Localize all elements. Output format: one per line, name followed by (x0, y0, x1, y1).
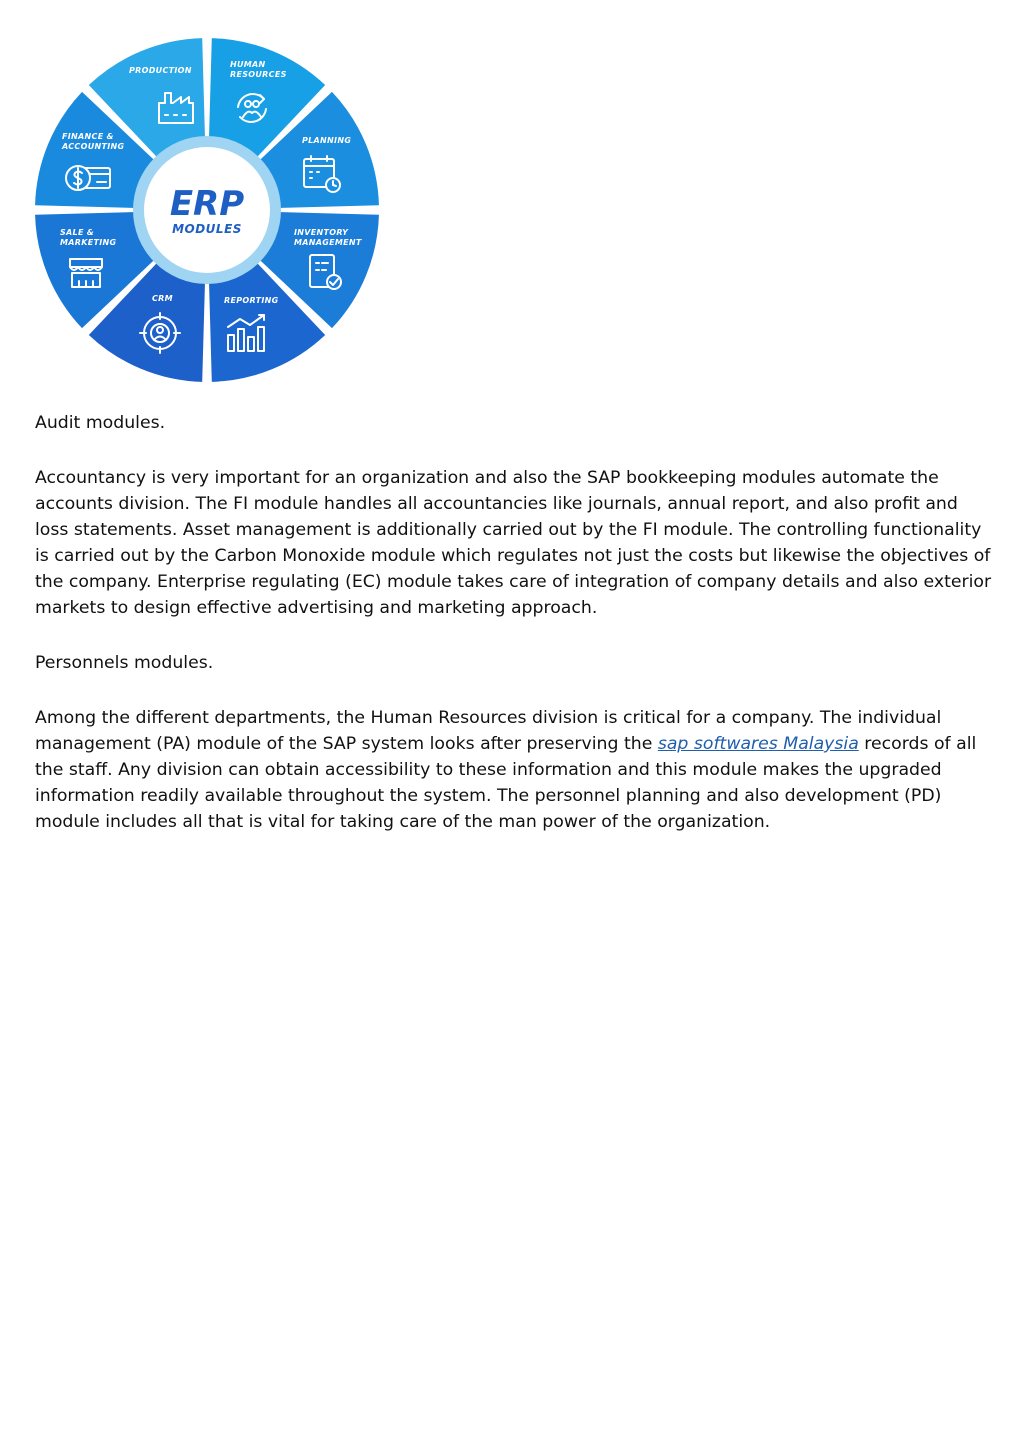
segment-label-finance-accounting: FINANCE & (62, 132, 114, 141)
segment-label-inventory-management: MANAGEMENT (294, 238, 362, 247)
center-subtitle: MODULES (172, 222, 242, 236)
sap-softwares-link[interactable]: sap softwares Malaysia (657, 734, 859, 754)
paragraph-human-resources (35, 705, 995, 835)
segment-label-sale-marketing: SALE & (60, 228, 95, 237)
segment-label-reporting: REPORTING (224, 296, 279, 305)
segment-label-finance-accounting: ACCOUNTING (62, 142, 125, 151)
paragraph-accountancy: Accountancy is very important for an organization and also the SAP bookkeeping modules automate the accounts division. The FI module handles all accountancies like journals, annual report, and also profit and loss statements. Asset management is additionally carried out by the FI module. The controlling functionality is carried out by the Carbon Monoxide module which regulates not just the costs but likewise the objectives of the company. Enterprise regulating (EC) module takes care of integration of company details and also exterior markets to design effective advertising and marketing approach. (35, 468, 992, 618)
section-heading-personnels: Personnels modules. (35, 653, 214, 673)
segment-label-production: PRODUCTION (129, 66, 192, 75)
section-heading-audit: Audit modules. (35, 413, 166, 433)
segment-label-crm: CRM (152, 294, 173, 303)
segment-label-planning: PLANNING (302, 136, 352, 145)
erp-modules-diagram (34, 37, 380, 383)
segment-label-human-resources: RESOURCES (230, 70, 287, 79)
paragraph-text-before-link: Among the different departments, the Human Resources division is critical for a company. The individual management (PA) module of the SAP system looks after preserving the (35, 708, 942, 754)
erp-wheel (34, 37, 380, 383)
center-title: ERP (169, 184, 245, 224)
segment-label-sale-marketing: MARKETING (60, 238, 117, 247)
segment-label-human-resources: HUMAN (230, 60, 266, 69)
paragraph-text-after-link: records of all the staff. Any division can obtain accessibility to these information and this module makes the upgraded information readily available throughout the system. The personnel planning and also development (PD) module includes all that is vital for taking care of the man power of the organization. (35, 734, 977, 832)
article-body (35, 410, 995, 864)
segment-label-inventory-management: INVENTORY (294, 228, 349, 237)
